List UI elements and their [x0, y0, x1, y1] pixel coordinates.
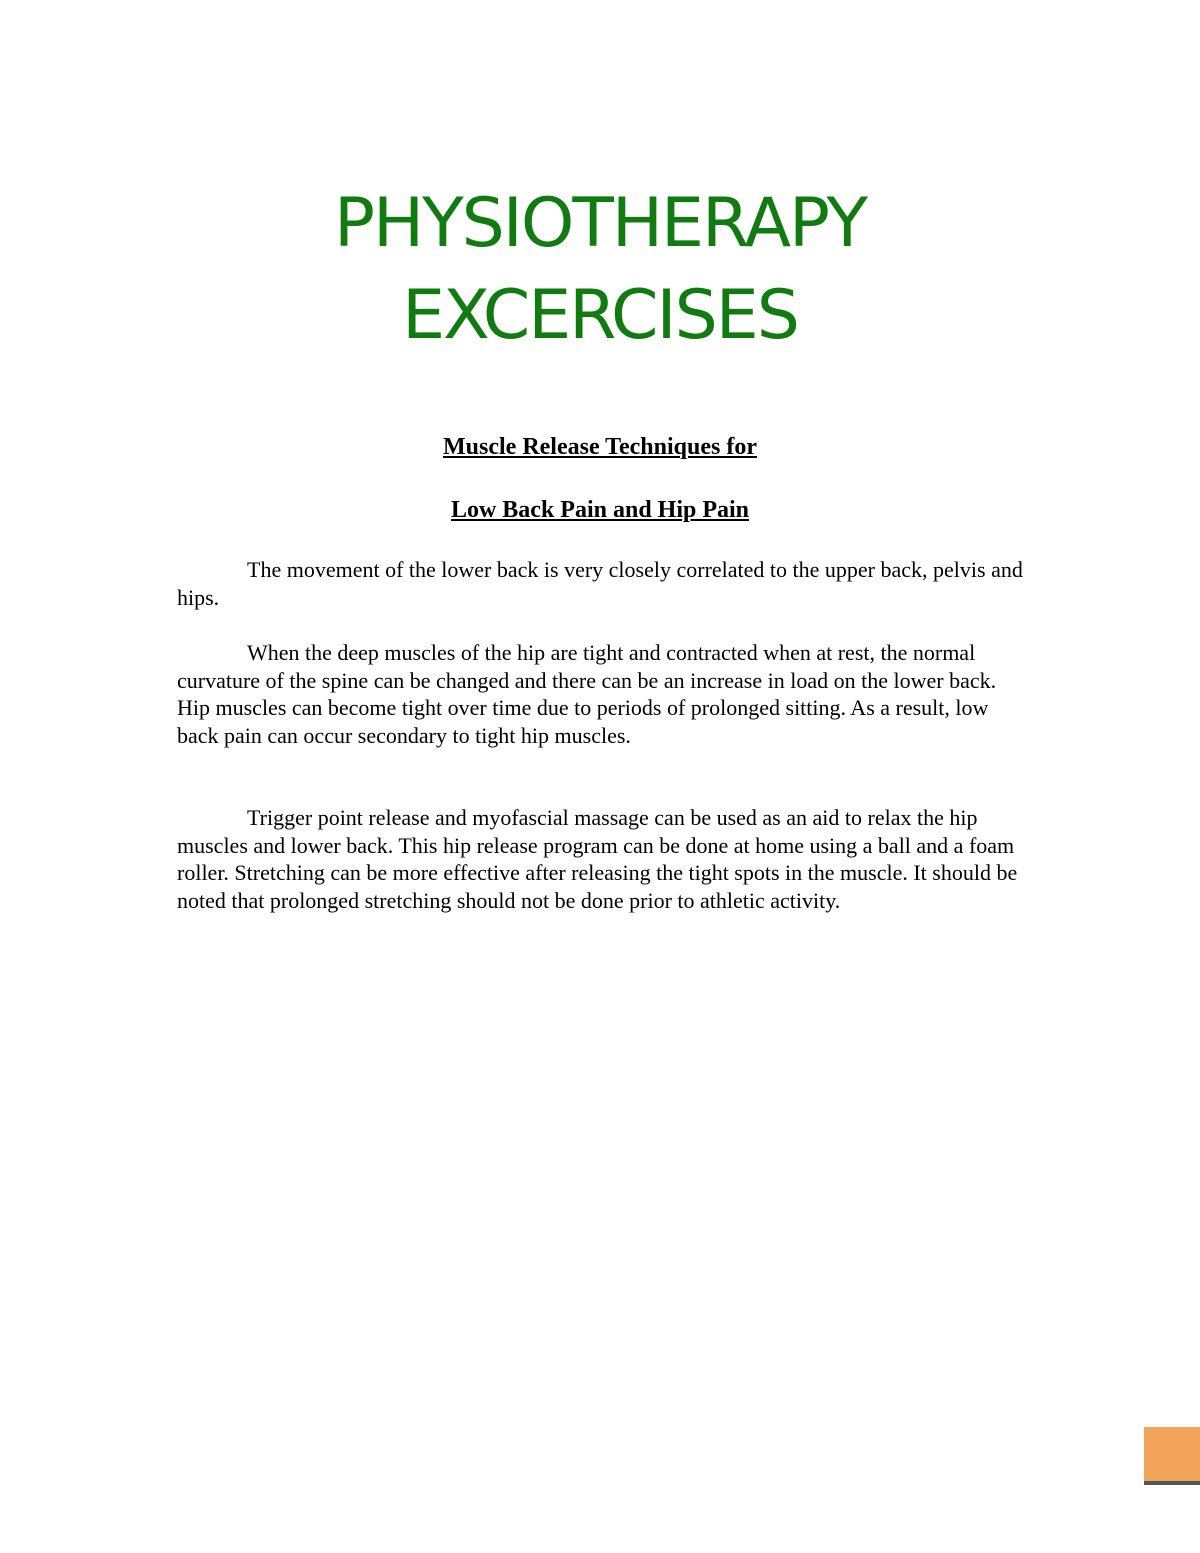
paragraph-3: Trigger point release and myofascial massage can be used as an aid to relax the hip muscles and lower back. This hip release program can be done at home using a ball and a foam roller. Stretching can be more effective after releasing the tight spots in the muscle. It should be noted that prolonged stretching should not be done prior to athletic activity.: [177, 805, 1018, 913]
corner-decoration-shadow: [1144, 1481, 1200, 1485]
paragraph-2: When the deep muscles of the hip are tight and contracted when at rest, the normal curvature of the spine can be changed and there can be an increase in load on the lower back. Hip muscles can become tight over time due to periods of prolonged sitting. As a result, low back pain can occur secondary to tight hip muscles.: [177, 640, 997, 748]
title-line-2: EXCERCISES: [402, 276, 798, 355]
title-line-1: PHYSIOTHERAPY: [333, 184, 867, 263]
page-title: [0, 178, 1200, 362]
subtitle-line-1: Muscle Release Techniques for: [443, 434, 757, 460]
subtitle-line-2: Low Back Pain and Hip Pain: [450, 497, 750, 523]
paragraph-1: The movement of the lower back is very closely correlated to the upper back, pelvis and hips.: [177, 557, 1023, 610]
corner-decoration: [1144, 1427, 1200, 1481]
